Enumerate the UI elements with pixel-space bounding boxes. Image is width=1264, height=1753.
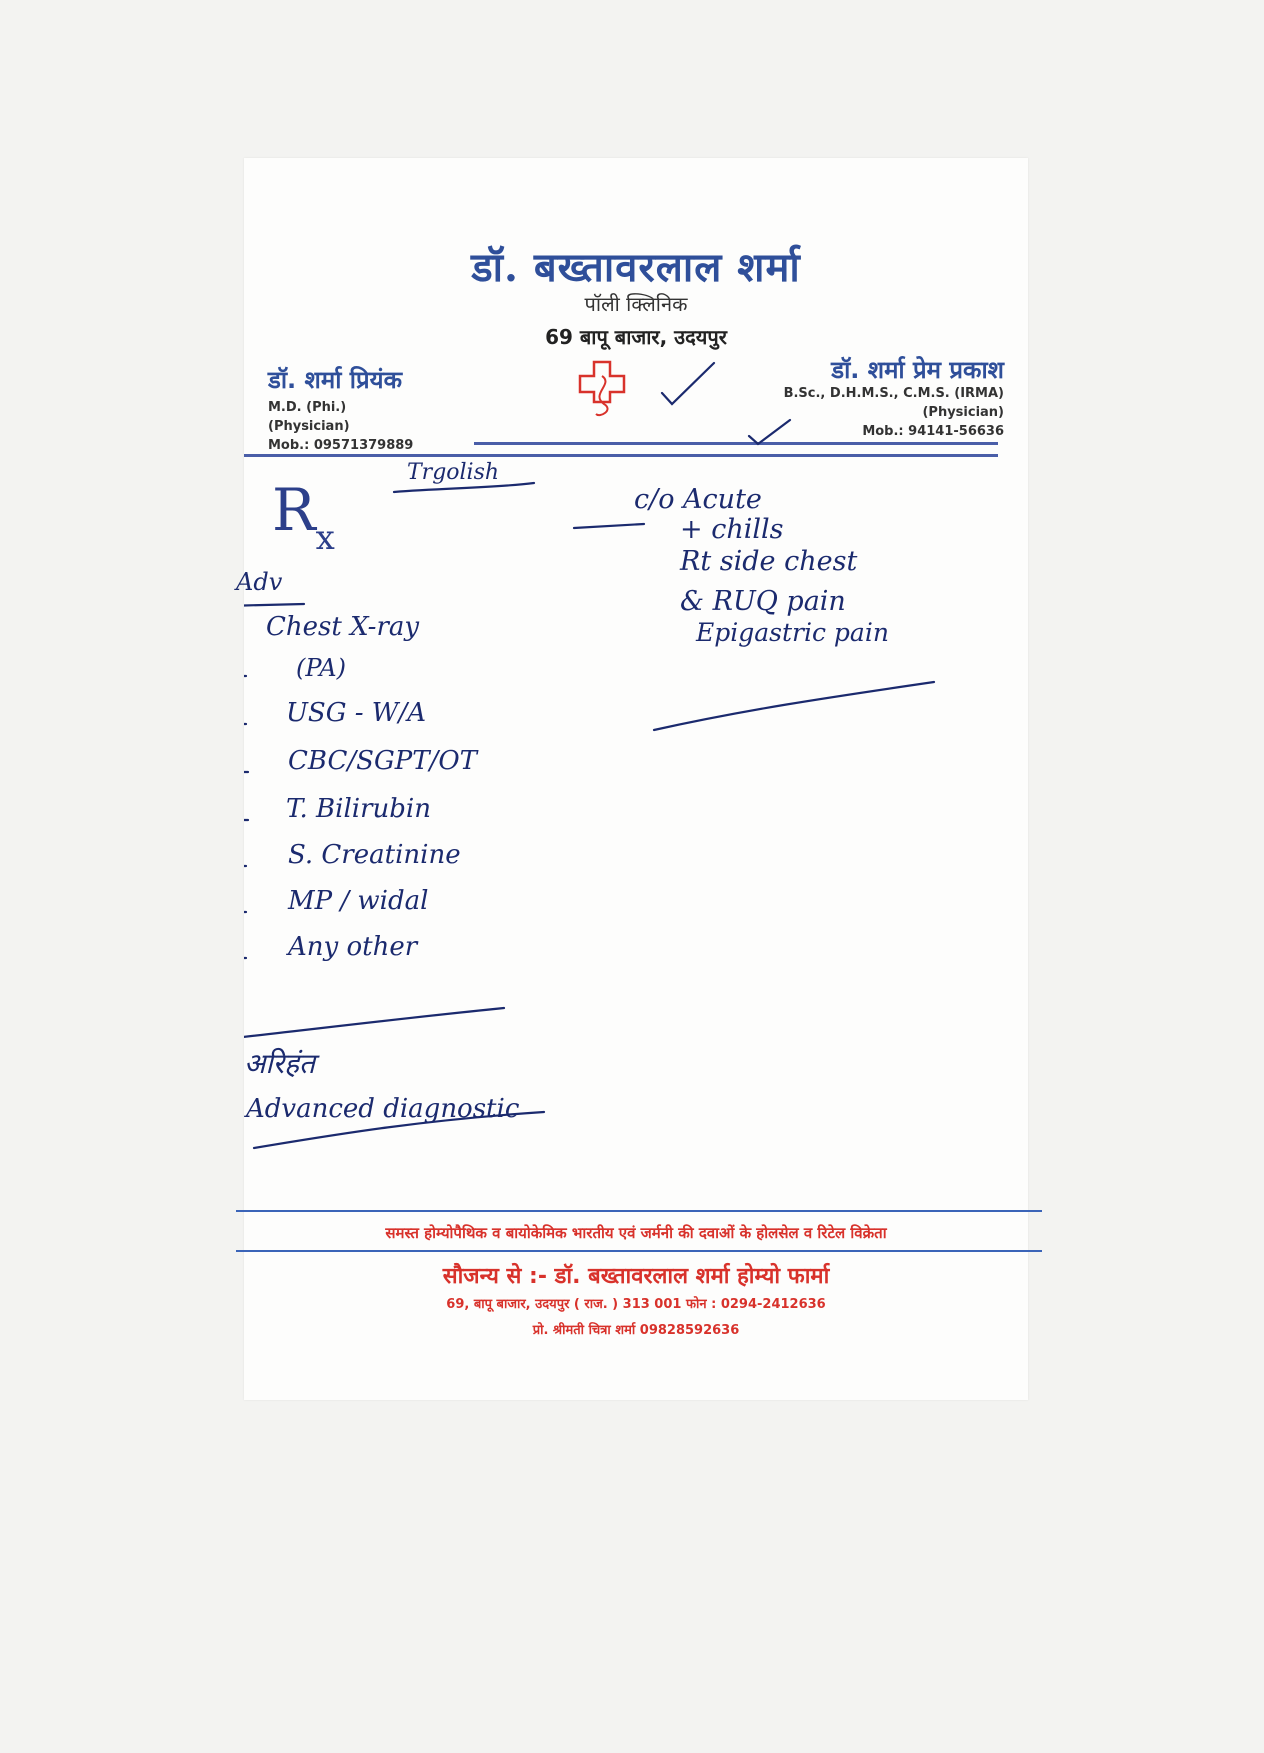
doctor-right-role: (Physician) xyxy=(922,405,1004,420)
handwritten-complaint: + chills xyxy=(680,514,784,545)
footer-rule-upper xyxy=(236,1210,1042,1212)
handwritten-complaint: & RUQ pain xyxy=(680,586,846,617)
handwritten-investigation: S. Creatinine xyxy=(288,840,461,870)
handwritten-referral: अरिहंत xyxy=(244,1047,315,1080)
clinic-name: डॉ. बख्तावरलाल शर्मा xyxy=(471,244,801,291)
doctor-right-name: डॉ. शर्मा प्रेम प्रकाश xyxy=(831,356,1004,384)
handwritten-investigation: Chest X-ray xyxy=(266,612,420,642)
handwritten-complaint: Epigastric pain xyxy=(696,618,889,647)
clinic-type: पॉली क्लिनिक xyxy=(584,292,688,316)
footer-address-phone: 69, बापू बाजार, उदयपुर ( राज. ) 313 001 फोन : 0294-2412636 xyxy=(446,1297,826,1312)
checkmark-icon xyxy=(749,420,790,444)
handwritten-complaint: Rt side chest xyxy=(680,546,858,577)
handwritten-complaint: c/o Acute xyxy=(634,484,762,515)
handwritten-investigation: CBC/SGPT/OT xyxy=(288,746,477,776)
handwritten-referral: Advanced diagnostic xyxy=(246,1094,520,1124)
rx-symbol: $R_x$ xyxy=(272,476,335,558)
handwritten-patient-name: Trgolish xyxy=(407,460,500,485)
footer-proprietor: प्रो. श्रीमती चित्रा शर्मा 09828592636 xyxy=(532,1323,740,1338)
doctor-left-role: (Physician) xyxy=(268,419,350,434)
footer-rule-lower xyxy=(236,1250,1042,1252)
clinic-address: 69 बापू बाजार, उदयपुर xyxy=(545,325,727,349)
handwritten-adv-heading: Adv xyxy=(236,568,283,596)
doctor-left-degree: M.D. (Phi.) xyxy=(268,400,347,415)
handwritten-investigation: T. Bilirubin xyxy=(286,794,431,824)
doctor-left-name: डॉ. शर्मा प्रियंक xyxy=(268,366,402,394)
handwritten-investigation: Any other xyxy=(288,932,418,962)
handwritten-investigation: MP / widal xyxy=(288,886,429,916)
handwritten-investigation: (PA) xyxy=(296,654,347,682)
doctor-left-mobile: Mob.: 09571379889 xyxy=(268,438,414,453)
doctor-right-mobile: Mob.: 94141-56636 xyxy=(862,424,1004,439)
checkmark-icon xyxy=(662,363,714,404)
handwritten-investigation: USG - W/A xyxy=(286,698,427,728)
pen-strokes xyxy=(244,158,1028,1400)
doctor-right-degree: B.Sc., D.H.M.S., C.M.S. (IRMA) xyxy=(783,386,1004,401)
footer-tagline: समस्त होम्योपैथिक व बायोकेमिक भारतीय एवं जर्मनी की दवाओं के होलसेल व रिटेल विक्रेता xyxy=(385,1224,887,1242)
prescription-sheet xyxy=(236,158,1028,1400)
footer-courtesy: सौजन्य से :- डॉ. बख्तावरलाल शर्मा होम्यो फार्मा xyxy=(442,1264,830,1289)
